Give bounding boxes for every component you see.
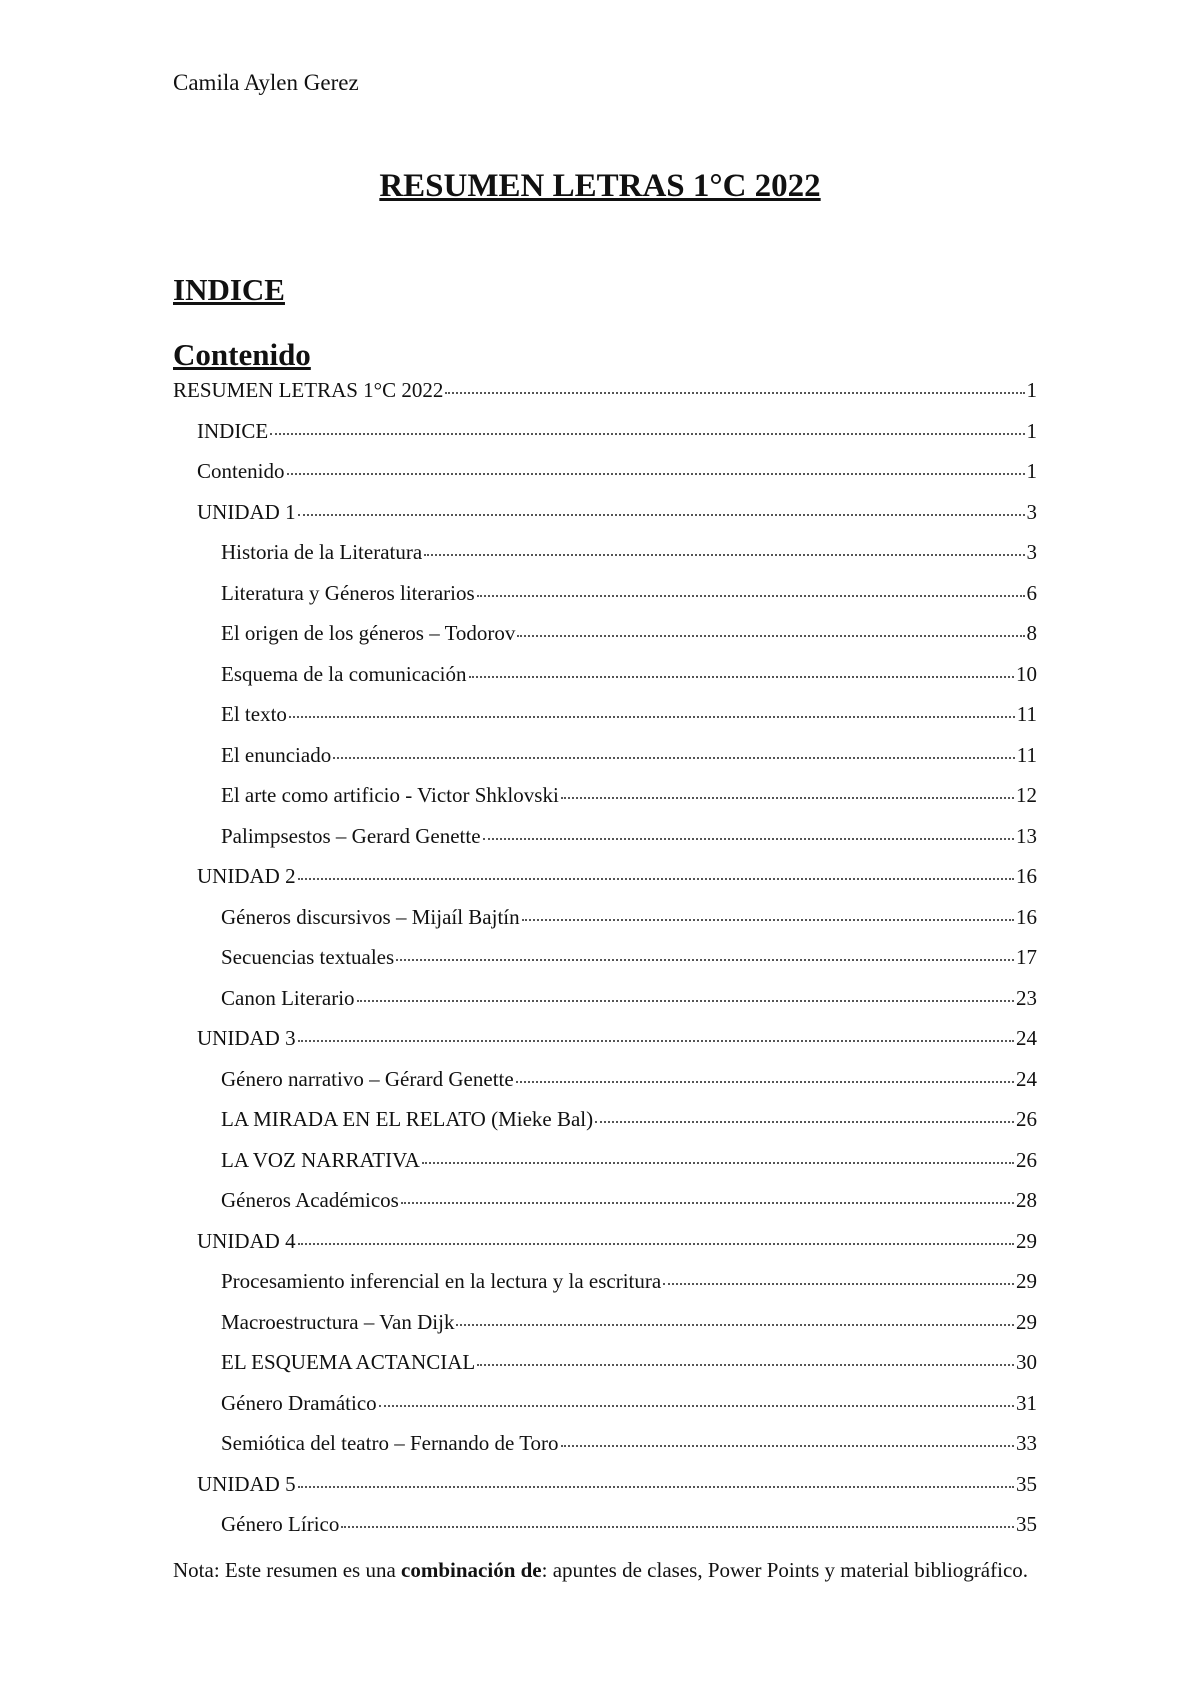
toc-entry-page: 10 (1016, 661, 1037, 686)
toc-entry-page: 13 (1016, 823, 1037, 848)
toc-entry-page: 30 (1016, 1350, 1037, 1374)
toc-dot-leader (517, 635, 1024, 637)
toc-entry-label: Género Lírico (221, 1512, 340, 1536)
toc-entry-label: INDICE (197, 418, 269, 443)
toc-dot-leader (483, 838, 1014, 840)
toc-entry[interactable] (173, 945, 1037, 986)
toc-entry-page: 29 (1016, 1228, 1037, 1253)
toc-entry-label: Procesamiento inferencial en la lectura y la escritura (221, 1269, 662, 1293)
toc-entry-label: UNIDAD 1 (197, 499, 296, 524)
toc-dot-leader (298, 1243, 1014, 1245)
toc-entry-page: 11 (1016, 742, 1037, 767)
toc-dot-leader (333, 757, 1015, 759)
indice-heading: INDICE (173, 272, 285, 307)
toc-entry-page: 16 (1016, 864, 1037, 888)
toc-entry[interactable] (173, 1229, 1037, 1270)
toc-entry[interactable] (173, 743, 1037, 784)
toc-entry-page: 35 (1016, 1512, 1037, 1536)
toc-entry-page: 6 (1026, 580, 1037, 605)
toc-entry-label: Semiótica del teatro – Fernando de Toro (221, 1431, 559, 1455)
toc-entry-label: UNIDAD 4 (197, 1228, 296, 1253)
toc-entry[interactable] (173, 824, 1037, 865)
toc-dot-leader (298, 1040, 1014, 1042)
toc-entry-page: 23 (1016, 985, 1037, 1010)
toc-dot-leader (561, 797, 1014, 799)
toc-dot-leader (298, 514, 1025, 516)
toc-entry-label: Géneros Académicos (221, 1188, 399, 1212)
toc-dot-leader (298, 878, 1014, 880)
toc-entry-page: 29 (1016, 1309, 1037, 1334)
toc-entry-label: Canon Literario (221, 985, 355, 1010)
toc-dot-leader (396, 959, 1014, 961)
toc-entry-label: LA VOZ NARRATIVA (221, 1147, 420, 1172)
toc-entry-label: Esquema de la comunicación (221, 661, 467, 686)
toc-entry-page: 3 (1026, 540, 1037, 564)
note-bold: combinación de (401, 1558, 542, 1582)
note-paragraph (173, 1556, 1037, 1585)
author-header: Camila Aylen Gerez (173, 70, 359, 95)
toc-dot-leader (595, 1121, 1014, 1123)
toc-entry-page: 8 (1026, 621, 1037, 645)
toc-entry-label: Género Dramático (221, 1390, 377, 1415)
toc-dot-leader (422, 1162, 1014, 1164)
toc-entry-page: 35 (1016, 1471, 1037, 1496)
toc-entry[interactable] (173, 1188, 1037, 1229)
toc-entry-page: 16 (1016, 904, 1037, 929)
document-title: RESUMEN LETRAS 1°C 2022 (379, 168, 821, 204)
toc-entry[interactable] (173, 1107, 1037, 1148)
toc-entry[interactable] (173, 864, 1037, 905)
toc-dot-leader (477, 595, 1025, 597)
toc-entry-label: Macroestructura – Van Dijk (221, 1309, 455, 1334)
toc-entry-page: 24 (1016, 1026, 1037, 1050)
toc-entry-label: El texto (221, 702, 287, 726)
toc-entry-page: 11 (1016, 702, 1037, 726)
toc-entry-page: 1 (1026, 378, 1037, 402)
toc-entry[interactable] (173, 540, 1037, 581)
toc-entry-label: El enunciado (221, 742, 332, 767)
note-prefix: Nota: Este resumen es una (173, 1558, 402, 1582)
toc-entry[interactable] (173, 1310, 1037, 1351)
toc-entry[interactable] (173, 1512, 1037, 1553)
toc-entry-label: Géneros discursivos – Mijaíl Bajtín (221, 904, 520, 929)
toc-entry-page: 1 (1026, 418, 1037, 443)
toc-entry[interactable] (173, 581, 1037, 622)
toc-dot-leader (663, 1283, 1014, 1285)
toc-dot-leader (561, 1445, 1014, 1447)
toc-dot-leader (270, 433, 1024, 435)
toc-dot-leader (456, 1324, 1014, 1326)
toc-entry[interactable] (173, 1148, 1037, 1189)
toc-entry[interactable] (173, 1067, 1037, 1108)
toc-dot-leader (469, 676, 1015, 678)
toc-entry-page: 12 (1016, 783, 1037, 807)
toc-entry-page: 24 (1016, 1066, 1037, 1091)
toc-dot-leader (379, 1405, 1014, 1407)
contenido-heading: Contenido (173, 337, 311, 372)
toc-entry-page: 28 (1016, 1188, 1037, 1212)
toc-entry[interactable] (173, 1350, 1037, 1391)
toc-dot-leader (424, 554, 1024, 556)
toc-entry-label: Contenido (197, 459, 285, 483)
table-of-contents (173, 378, 1037, 1553)
note-suffix: : apuntes de clases, Power Points y material bibliográfico. (541, 1558, 1029, 1582)
toc-dot-leader (401, 1202, 1014, 1204)
toc-entry-page: 29 (1016, 1269, 1037, 1293)
toc-entry-page: 17 (1016, 945, 1037, 969)
toc-entry[interactable] (173, 500, 1037, 541)
toc-dot-leader (341, 1526, 1014, 1528)
toc-entry[interactable] (173, 621, 1037, 662)
toc-entry-label: LA MIRADA EN EL RELATO (Mieke Bal) (221, 1107, 594, 1131)
toc-entry-label: EL ESQUEMA ACTANCIAL (221, 1350, 476, 1374)
toc-dot-leader (298, 1486, 1014, 1488)
toc-entry[interactable] (173, 662, 1037, 703)
toc-entry[interactable] (173, 1431, 1037, 1472)
toc-entry-label: Género narrativo – Gérard Genette (221, 1066, 514, 1091)
toc-entry-label: El arte como artificio - Victor Shklovski (221, 783, 559, 807)
toc-entry-label: Literatura y Géneros literarios (221, 580, 475, 605)
toc-entry[interactable] (173, 419, 1037, 460)
toc-entry-label: UNIDAD 5 (197, 1471, 296, 1496)
toc-entry-page: 31 (1016, 1390, 1037, 1415)
toc-entry-label: UNIDAD 2 (197, 864, 296, 888)
toc-entry[interactable] (173, 1269, 1037, 1310)
toc-dot-leader (516, 1081, 1014, 1083)
toc-entry[interactable] (173, 1391, 1037, 1432)
toc-entry[interactable] (173, 702, 1037, 743)
toc-entry-label: RESUMEN LETRAS 1°C 2022 (173, 378, 444, 402)
toc-entry[interactable] (173, 783, 1037, 824)
toc-entry-page: 33 (1016, 1431, 1037, 1455)
toc-entry[interactable] (173, 905, 1037, 946)
toc-entry-page: 3 (1026, 499, 1037, 524)
toc-entry[interactable] (173, 1472, 1037, 1513)
toc-entry-page: 26 (1016, 1147, 1037, 1172)
toc-entry[interactable] (173, 1026, 1037, 1067)
toc-entry-label: El origen de los géneros – Todorov (221, 621, 516, 645)
toc-dot-leader (357, 1000, 1014, 1002)
toc-entry-page: 1 (1026, 459, 1037, 483)
toc-dot-leader (287, 473, 1025, 475)
toc-entry[interactable] (173, 378, 1037, 419)
toc-entry-label: UNIDAD 3 (197, 1026, 296, 1050)
toc-dot-leader (289, 716, 1015, 718)
toc-entry-page: 26 (1016, 1107, 1037, 1131)
toc-entry[interactable] (173, 459, 1037, 500)
toc-dot-leader (522, 919, 1014, 921)
toc-entry-label: Historia de la Literatura (221, 540, 423, 564)
toc-dot-leader (477, 1364, 1014, 1366)
toc-entry[interactable] (173, 986, 1037, 1027)
toc-entry-label: Palimpsestos – Gerard Genette (221, 823, 481, 848)
toc-dot-leader (445, 392, 1024, 394)
toc-entry-label: Secuencias textuales (221, 945, 395, 969)
